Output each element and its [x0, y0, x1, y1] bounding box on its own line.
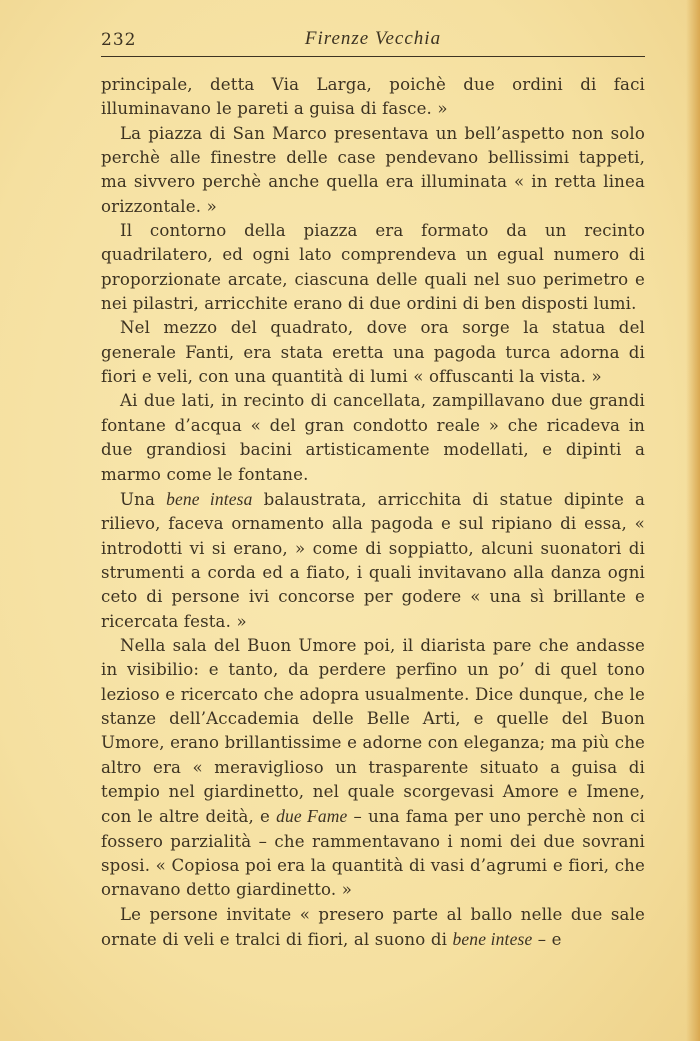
paragraph	[101, 219, 645, 316]
paragraph	[101, 389, 645, 486]
text-run: Nel mezzo del quadrato, dove ora sorge la statua del generale Fanti, era stata eretta una pagoda turca adorna di fiori e veli, con una quantità di lumi « offuscanti la vista. »	[101, 318, 645, 387]
paragraph	[101, 903, 645, 953]
page-edge-shadow	[686, 0, 700, 1041]
body-text	[101, 73, 645, 952]
text-run: – e	[532, 930, 562, 950]
italic-phrase: bene intesa	[166, 488, 253, 509]
paragraph	[101, 122, 645, 219]
paragraph	[101, 316, 645, 389]
italic-phrase: due Fame	[276, 806, 348, 827]
italic-phrase: bene intese	[452, 929, 533, 950]
text-run: – una fama per uno perchè non ci fossero parzialità – che rammentavano i nomi dei due sovrani sposi. « Copiosa poi era la quantità di vasi d’agrumi e fiori, che ornavano detto giardinetto. »	[101, 807, 645, 900]
header-rule	[101, 56, 645, 57]
paragraph	[101, 73, 645, 122]
page-header	[101, 28, 645, 54]
text-run: Il contorno della piazza era formato da un recinto quadrilatero, ed ogni lato comprendeva un egual numero di proporzionate arcate, ciascuna delle quali nel suo perimetro e nei pilastri, arricchite erano di due ordini di ben disposti lumi.	[101, 221, 645, 314]
paragraph	[101, 634, 645, 903]
text-run: Nella sala del Buon Umore poi, il diarista pare che andasse in visibilio: e tanto, da perdere perfino un po’ di quel tono lezioso e ricercato che adopra usualmente. Dice dunque, che le stanze dell’Accademia delle Belle Arti, e quelle del Buon Umore, erano brillantissime e adorne con eleganza; ma più che altro era « meraviglioso un trasparente situato a guisa di tempio nel giardinetto, nel quale scorgevasi Amore e Imene, con le altre deità, e	[101, 635, 645, 827]
text-run: Una	[120, 489, 167, 509]
text-run: Ai due lati, in recinto di cancellata, zampillavano due grandi fontane d’acqua « del gran condotto reale » che ricadeva in due grandiosi bacini artisticamente modellati, e dipinti a marmo come le fontane.	[101, 391, 645, 484]
running-title: Firenze Vecchia	[304, 28, 442, 49]
text-run: La piazza di San Marco presentava un bell’aspetto non solo perchè alle finestre delle case pendevano bellissimi tappeti, ma sivvero perchè anche quella era illuminata « in retta linea orizzontale. »	[101, 123, 645, 216]
text-run: balaustrata, arricchita di statue dipinte a rilievo, faceva ornamento alla pagoda e sul ripiano di essa, « introdotti vi si erano, » come di soppiatto, alcuni suonatori di strumenti a corda ed a fiato, i quali invitavano alla danza ogni ceto di persone ivi concorse per godere « una sì brillante e ricercata festa. »	[101, 489, 646, 631]
page-number: 232	[101, 30, 137, 50]
text-run: Le persone invitate « presero parte al ballo nelle due sale ornate di veli e tralci di fiori, al suono di	[101, 904, 645, 950]
paragraph	[101, 487, 645, 634]
text-run: principale, detta Via Larga, poichè due ordini di faci illuminavano le pareti a guisa di fasce. »	[101, 75, 645, 119]
